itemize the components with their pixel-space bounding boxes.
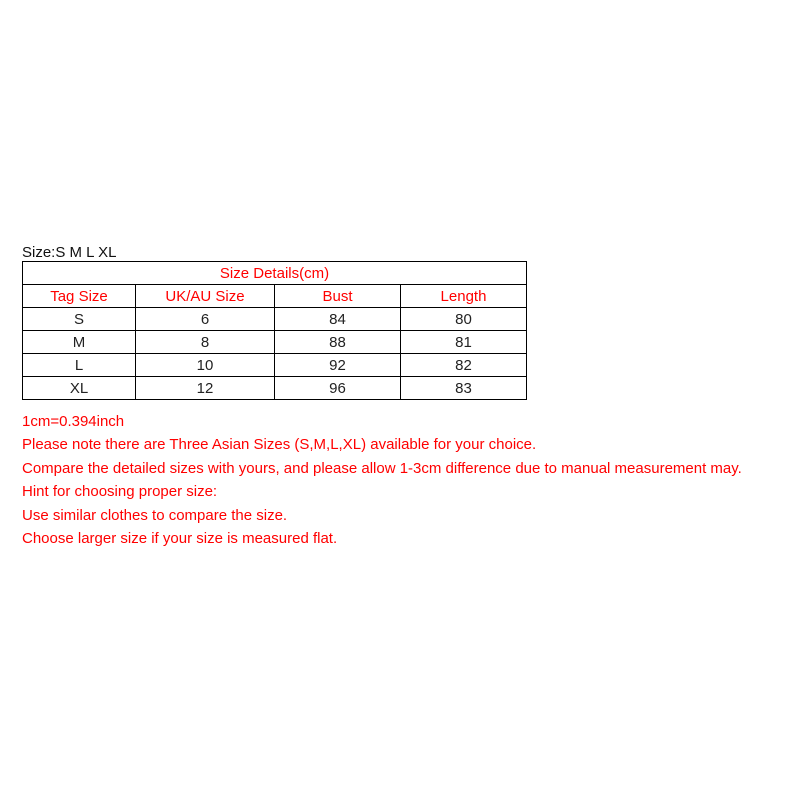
- cell-tag-size: XL: [23, 377, 136, 400]
- header-tag-size: Tag Size: [23, 285, 136, 308]
- cell-bust: 88: [275, 331, 401, 354]
- size-details-table: [22, 261, 527, 400]
- table-row: [23, 331, 527, 354]
- size-notes: [22, 410, 742, 550]
- header-length: Length: [401, 285, 527, 308]
- hint-larger-size: Choose larger size if your size is measured flat.: [22, 530, 338, 548]
- cell-length: 83: [401, 377, 527, 400]
- cell-uk-au-size: 10: [136, 354, 275, 377]
- cell-length: 80: [401, 308, 527, 331]
- size-heading: Size:S M L XL: [22, 244, 117, 261]
- cell-uk-au-size: 6: [136, 308, 275, 331]
- table-title: Size Details(cm): [23, 262, 527, 285]
- header-uk-au-size: UK/AU Size: [136, 285, 275, 308]
- cell-tag-size: L: [23, 354, 136, 377]
- cell-bust: 92: [275, 354, 401, 377]
- header-bust: Bust: [275, 285, 401, 308]
- cell-tag-size: M: [23, 331, 136, 354]
- cell-bust: 84: [275, 308, 401, 331]
- table-row: [23, 377, 527, 400]
- table-title-row: [23, 262, 527, 285]
- hint-compare: Use similar clothes to compare the size.: [22, 506, 288, 524]
- cell-uk-au-size: 8: [136, 331, 275, 354]
- cell-tag-size: S: [23, 308, 136, 331]
- table-row: [23, 308, 527, 331]
- conversion-note: 1cm=0.394inch: [22, 413, 125, 430]
- table-header-row: [23, 285, 527, 308]
- hint-heading: Hint for choosing proper size:: [22, 483, 218, 501]
- cell-length: 81: [401, 331, 527, 354]
- asian-sizes-note: Please note there are Three Asian Sizes (S,M,L,XL) available for your choice.: [22, 436, 537, 454]
- measurement-note: Compare the detailed sizes with yours, and please allow 1-3cm difference due to manual measurement may.: [22, 459, 742, 477]
- cell-length: 82: [401, 354, 527, 377]
- cell-bust: 96: [275, 377, 401, 400]
- cell-uk-au-size: 12: [136, 377, 275, 400]
- table-row: [23, 354, 527, 377]
